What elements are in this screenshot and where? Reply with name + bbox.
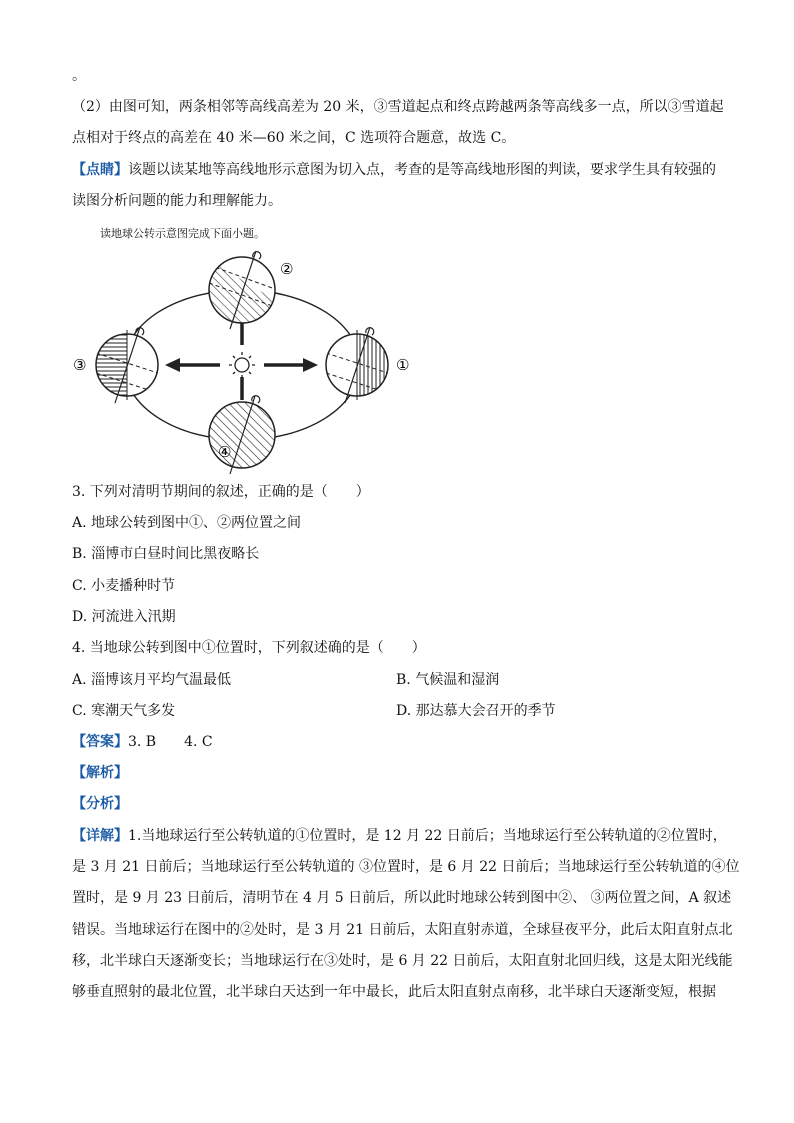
detail-line-5: 移，北半球白天逐渐变长；当地球运行在③处时，是 6 月 22 日前后，太阳直射北回归线，这是太阳光线能 bbox=[72, 953, 733, 969]
q4-option-c: C. 寒潮天气多发 bbox=[72, 703, 176, 719]
q3-option-b: B. 淄博市白昼时间比黑夜略长 bbox=[72, 546, 260, 562]
q4-option-b: B. 气候温和湿润 bbox=[396, 672, 500, 688]
q4-stem: 4. 当地球公转到图中①位置时，下列叙述确的是（ ） bbox=[72, 640, 426, 656]
sun-icon bbox=[229, 352, 255, 378]
q4-option-d: D. 那达慕大会召开的季节 bbox=[396, 703, 556, 719]
detail-line-3: 置时，是 9 月 23 日前后，清明节在 4 月 5 日前后，所以此时地球公转到图中②、 ③两位置之间，A 叙述 bbox=[72, 890, 732, 906]
dianjing-label: 【点睛】 bbox=[72, 162, 128, 178]
dianjing-text: 该题以读某地等高线地形示意图为切入点，考查的是等高线地形图的判读，要求学生具有较强的 bbox=[128, 162, 716, 178]
q3-stem: 3. 下列对清明节期间的叙述，正确的是（ ） bbox=[72, 484, 370, 500]
q2-line-2: 点相对于终点的高差在 40 米—60 米之间，C 选项符合题意，故选 C。 bbox=[72, 130, 516, 146]
label-position-1: ① bbox=[396, 356, 410, 374]
globe-position-4 bbox=[209, 396, 275, 474]
label-position-2: ② bbox=[280, 260, 294, 278]
detail-line-4: 错误。当地球运行在图中的②处时，是 3 月 21 日前后，太阳直射赤道，全球昼夜平分，此后太阳直射点北 bbox=[72, 922, 733, 938]
arrow-left bbox=[165, 358, 220, 372]
diagram-caption: 读地球公转示意图完成下面小题。 bbox=[100, 227, 265, 240]
detail-line-6: 够垂直照射的最北位置，北半球白天达到一年中最长，此后太阳直射点南移，北半球白天逐渐变短，根据 bbox=[72, 984, 716, 1000]
q3-option-d: D. 河流进入汛期 bbox=[72, 609, 176, 625]
top-mark: 。 bbox=[72, 68, 86, 84]
q3-option-c: C. 小麦播种时节 bbox=[72, 578, 176, 594]
answer-text: 3. B 4. C bbox=[128, 734, 213, 750]
detail-line-1 bbox=[72, 826, 727, 846]
label-position-3: ③ bbox=[73, 356, 87, 374]
detail-line-2: 是 3 月 21 日前后；当地球运行至公转轨道的 ③位置时，是 6 月 22 日前后；当地球运行至公转轨道的④位 bbox=[72, 859, 740, 875]
globe-position-3 bbox=[96, 327, 158, 403]
globe-position-1 bbox=[326, 327, 388, 403]
q3-option-a: A. 地球公转到图中①、②两位置之间 bbox=[72, 515, 302, 531]
answer-line bbox=[72, 732, 213, 752]
dianjing-paragraph bbox=[72, 160, 716, 180]
answer-label: 【答案】 bbox=[72, 734, 128, 750]
xiangjie-label: 【详解】 bbox=[72, 828, 128, 844]
detail-text-1: 1.当地球运行至公转轨道的①位置时，是 12 月 22 日前后；当地球运行至公转轨道的②位置时， bbox=[128, 828, 727, 844]
q4-option-a: A. 淄博该月平均气温最低 bbox=[72, 672, 232, 688]
fenxi-label: 【分析】 bbox=[72, 796, 128, 812]
jiexi-label: 【解析】 bbox=[72, 765, 128, 781]
earth-revolution-diagram bbox=[70, 245, 420, 475]
globe-position-2 bbox=[209, 251, 275, 329]
q2-line-1: （2）由图可知，两条相邻等高线高差为 20 米，③雪道起点和终点跨越两条等高线多一点，所以③雪道起 bbox=[72, 99, 724, 115]
arrow-right bbox=[264, 358, 318, 372]
dianjing-line-2: 读图分析问题的能力和理解能力。 bbox=[72, 193, 282, 209]
label-position-4: ④ bbox=[218, 443, 232, 461]
